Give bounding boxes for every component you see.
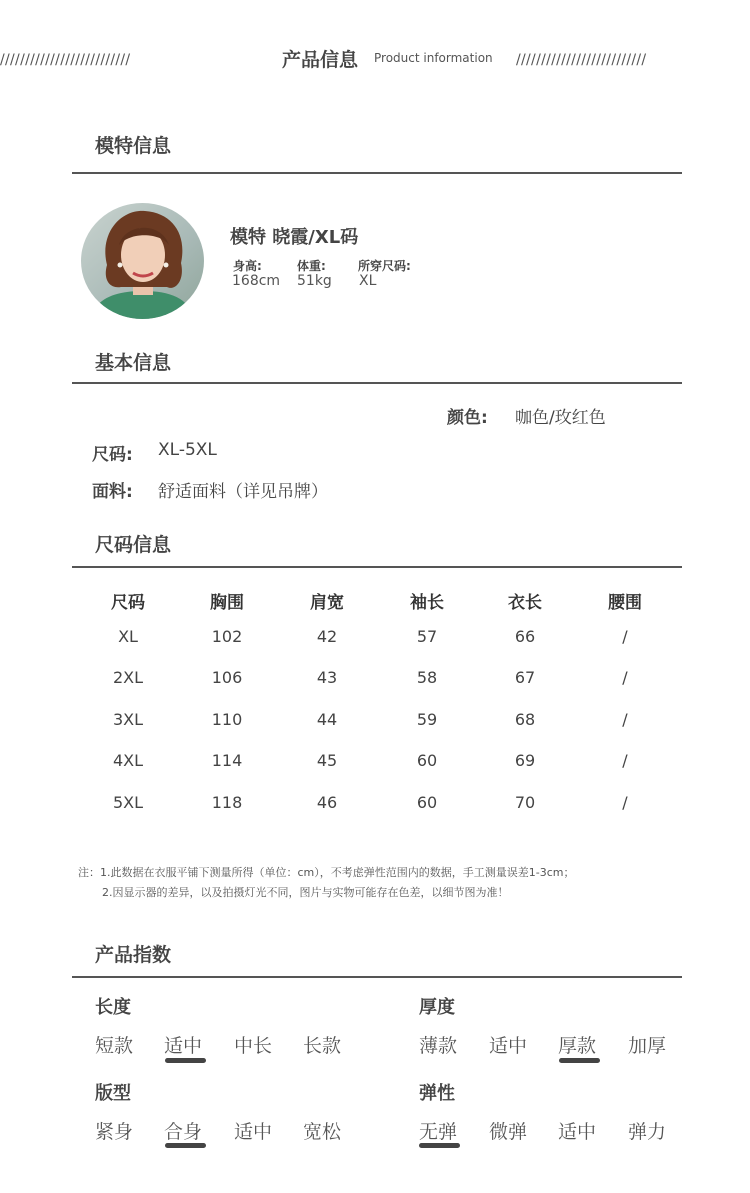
model-size-value: XL bbox=[359, 273, 377, 289]
index-length-option: 长款 bbox=[303, 1035, 342, 1057]
size-section-title: 尺码信息 bbox=[95, 534, 172, 556]
table-cell: 68 bbox=[514, 710, 536, 729]
table-cell: / bbox=[622, 668, 628, 687]
size-note-2: 2.因显示器的差异，以及拍摄灯光不同，图片与实物可能存在色差，以细节图为准！ bbox=[102, 886, 509, 899]
table-cell: 118 bbox=[211, 793, 243, 812]
model-height-label: 身高: bbox=[233, 259, 262, 273]
table-cell: 3XL bbox=[112, 710, 144, 729]
table-cell: 59 bbox=[416, 710, 438, 729]
table-cell: 4XL bbox=[112, 751, 144, 770]
table-cell: 110 bbox=[211, 710, 243, 729]
table-cell: 58 bbox=[416, 668, 438, 687]
model-section-divider bbox=[72, 172, 682, 174]
table-header-cell: 衣长 bbox=[508, 593, 542, 613]
table-header-cell: 肩宽 bbox=[310, 593, 344, 613]
index-elasticity-option: 微弹 bbox=[489, 1121, 528, 1143]
table-cell: 57 bbox=[416, 627, 438, 646]
index-thickness-selected-marker bbox=[559, 1058, 600, 1063]
model-section-title: 模特信息 bbox=[95, 135, 172, 157]
index-section-divider bbox=[72, 976, 682, 978]
table-cell: 102 bbox=[211, 627, 243, 646]
index-thickness-title: 厚度 bbox=[419, 997, 455, 1018]
model-weight-label: 体重: bbox=[297, 259, 326, 273]
fabric-label: 面料: bbox=[92, 482, 133, 502]
model-name: 模特 晓霞/XL码 bbox=[230, 227, 359, 248]
size-section-divider bbox=[72, 566, 682, 568]
table-cell: 5XL bbox=[112, 793, 144, 812]
index-length-selected-marker bbox=[165, 1058, 206, 1063]
index-fit-option: 宽松 bbox=[303, 1121, 342, 1143]
header-title: 产品信息 bbox=[282, 49, 359, 71]
index-thickness-option: 适中 bbox=[489, 1035, 528, 1057]
index-fit-option: 适中 bbox=[234, 1121, 273, 1143]
model-height-value: 168cm bbox=[232, 273, 281, 289]
index-length-option: 短款 bbox=[95, 1035, 134, 1057]
table-cell: / bbox=[622, 710, 628, 729]
table-cell: 45 bbox=[316, 751, 338, 770]
index-fit-title: 版型 bbox=[95, 1083, 131, 1104]
size-label: 尺码: bbox=[92, 445, 133, 465]
index-fit-selected-marker bbox=[165, 1143, 206, 1148]
table-header-cell: 尺码 bbox=[111, 593, 145, 613]
index-fit-option: 紧身 bbox=[95, 1121, 134, 1143]
table-cell: 46 bbox=[316, 793, 338, 812]
table-cell: 114 bbox=[211, 751, 243, 770]
index-length-option-selected: 适中 bbox=[164, 1035, 203, 1057]
index-elasticity-option: 适中 bbox=[558, 1121, 597, 1143]
table-cell: 67 bbox=[514, 668, 536, 687]
table-cell: 69 bbox=[514, 751, 536, 770]
model-portrait-icon bbox=[81, 203, 204, 319]
index-elasticity-selected-marker bbox=[419, 1143, 460, 1148]
index-section-title: 产品指数 bbox=[95, 944, 172, 966]
index-fit-option-selected: 合身 bbox=[164, 1121, 203, 1143]
model-size-label: 所穿尺码: bbox=[358, 259, 411, 273]
table-cell: 66 bbox=[514, 627, 536, 646]
header-slash-left: ////////////////////////// bbox=[0, 52, 131, 68]
table-header-cell: 腰围 bbox=[608, 593, 642, 613]
basic-section-divider bbox=[72, 382, 682, 384]
index-thickness-option-selected: 厚款 bbox=[558, 1035, 597, 1057]
table-cell: 42 bbox=[316, 627, 338, 646]
table-header-cell: 胸围 bbox=[210, 593, 244, 613]
table-cell: 43 bbox=[316, 668, 338, 687]
index-thickness-option: 薄款 bbox=[419, 1035, 458, 1057]
model-weight-value: 51kg bbox=[297, 273, 332, 289]
model-avatar bbox=[81, 203, 204, 319]
index-thickness-option: 加厚 bbox=[628, 1035, 667, 1057]
basic-section-title: 基本信息 bbox=[95, 352, 172, 374]
table-cell: 60 bbox=[416, 793, 438, 812]
header-subtitle: Product information bbox=[374, 51, 493, 65]
index-length-title: 长度 bbox=[95, 997, 131, 1018]
table-cell: XL bbox=[118, 627, 138, 646]
index-length-option: 中长 bbox=[234, 1035, 273, 1057]
table-cell: / bbox=[622, 793, 628, 812]
table-cell: / bbox=[622, 627, 628, 646]
size-note-1: 注：1.此数据在衣服平铺下测量所得（单位：cm），不考虑弹性范围内的数据，手工测量误差1-3cm； bbox=[78, 866, 575, 879]
table-cell: / bbox=[622, 751, 628, 770]
table-cell: 44 bbox=[316, 710, 338, 729]
header-slash-right: ////////////////////////// bbox=[516, 52, 647, 68]
fabric-value: 舒适面料（详见吊牌） bbox=[158, 482, 328, 502]
table-cell: 60 bbox=[416, 751, 438, 770]
color-label: 颜色: bbox=[447, 408, 488, 428]
index-elasticity-title: 弹性 bbox=[419, 1083, 455, 1104]
size-value: XL-5XL bbox=[158, 440, 217, 460]
index-elasticity-option: 弹力 bbox=[628, 1121, 667, 1143]
index-elasticity-option-selected: 无弹 bbox=[419, 1121, 458, 1143]
table-cell: 70 bbox=[514, 793, 536, 812]
table-cell: 106 bbox=[211, 668, 243, 687]
color-value: 咖色/玫红色 bbox=[515, 408, 606, 428]
table-cell: 2XL bbox=[112, 668, 144, 687]
table-header-cell: 袖长 bbox=[410, 593, 444, 613]
